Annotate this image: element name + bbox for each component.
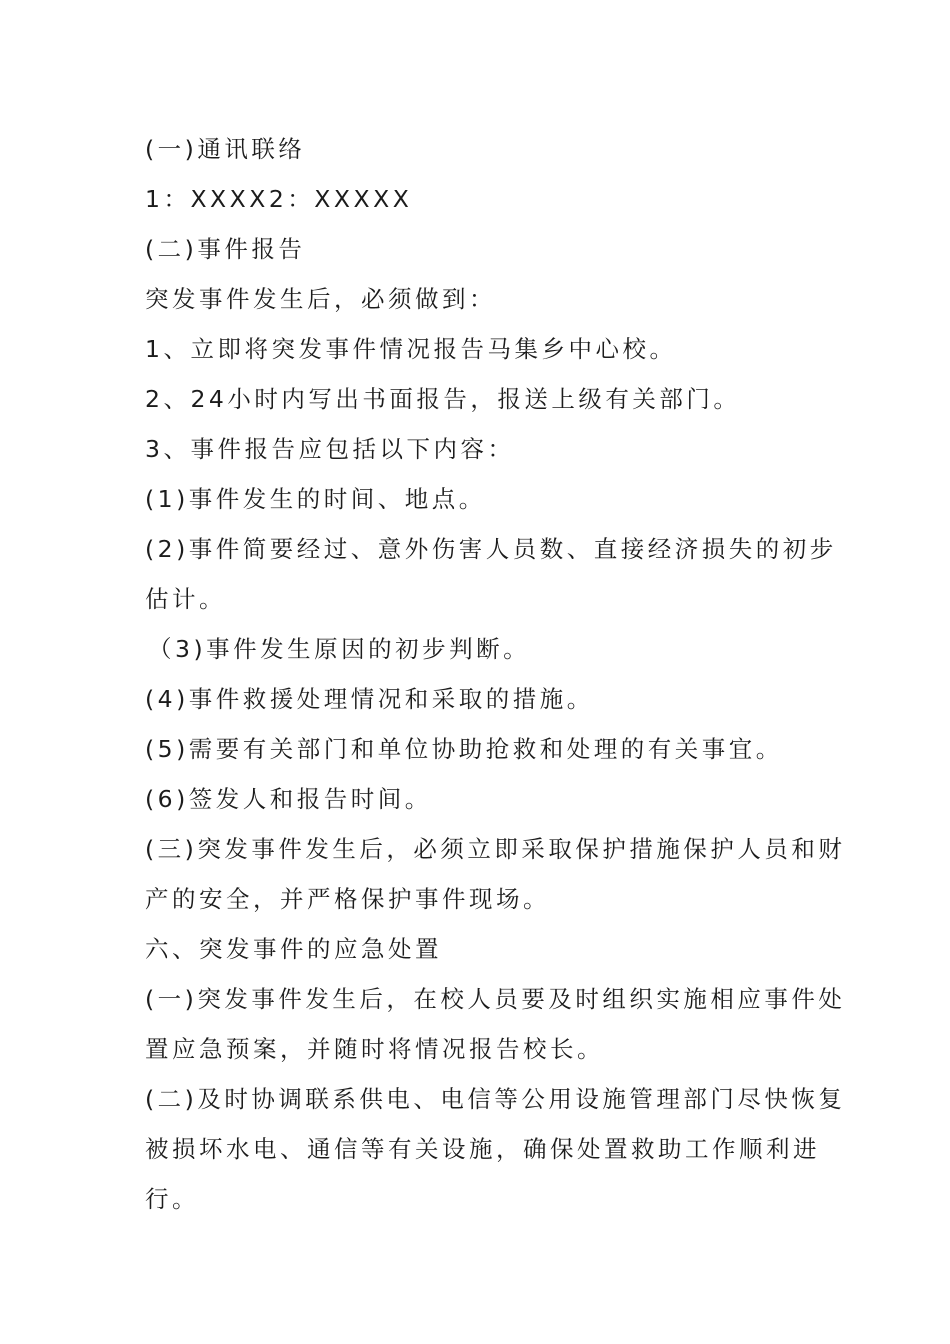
section-heading-emergency: 六、突发事件的应急处置 <box>145 935 442 963</box>
sub-list-item: (1)事件发生的时间、地点。 <box>145 485 486 513</box>
sub-list-item: (5)需要有关部门和单位协助抢救和处理的有关事宜。 <box>145 735 783 763</box>
paragraph-line: 产的安全，并严格保护事件现场。 <box>145 885 550 913</box>
document-body <box>145 124 846 1224</box>
section-heading-report: (二)事件报告 <box>145 235 306 263</box>
paragraph-line: 估计。 <box>145 585 226 613</box>
list-item: 2、24小时内写出书面报告，报送上级有关部门。 <box>145 385 741 413</box>
sub-list-item: (2)事件简要经过、意外伤害人员数、直接经济损失的初步 <box>145 535 837 563</box>
list-item: 3、事件报告应包括以下内容： <box>145 435 515 463</box>
paragraph-line: 被损坏水电、通信等有关设施，确保处置救助工作顺利进 <box>145 1135 820 1163</box>
paragraph-line: 突发事件发生后，必须做到： <box>145 285 496 313</box>
paragraph-line: 行。 <box>145 1185 199 1213</box>
sub-list-item: （3)事件发生原因的初步判断。 <box>148 635 531 663</box>
paragraph-line: (一)突发事件发生后，在校人员要及时组织实施相应事件处 <box>145 985 846 1013</box>
sub-list-item: (4)事件救援处理情况和采取的措施。 <box>145 685 594 713</box>
sub-list-item: (6)签发人和报告时间。 <box>145 785 432 813</box>
contact-numbers: 1：XXXX2：XXXXX <box>145 185 413 213</box>
list-item: 1、立即将突发事件情况报告马集乡中心校。 <box>145 335 677 363</box>
paragraph-line: (三)突发事件发生后，必须立即采取保护措施保护人员和财 <box>145 835 846 863</box>
paragraph-line: 置应急预案，并随时将情况报告校长。 <box>145 1035 604 1063</box>
paragraph-line: (二)及时协调联系供电、电信等公用设施管理部门尽快恢复 <box>145 1085 846 1113</box>
section-heading-communication: (一)通讯联络 <box>145 135 306 163</box>
